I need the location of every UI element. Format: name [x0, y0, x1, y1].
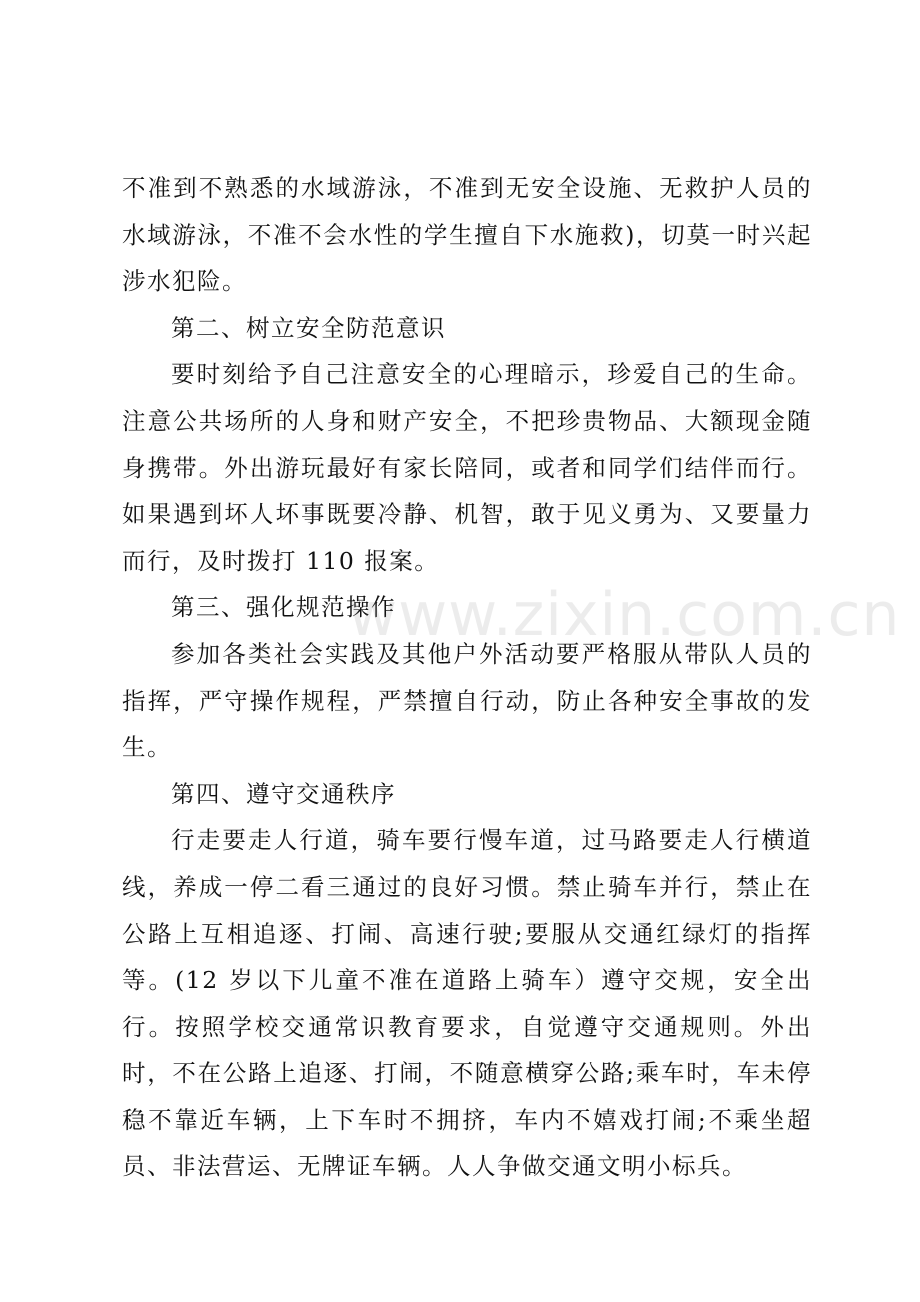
paragraph-swimming-rules: 不准到不熟悉的水域游泳，不准到无安全设施、无救护人员的水域游泳，不准不会水性的学生擅自下水施救)，切莫一时兴起涉水犯险。 — [122, 174, 812, 296]
paragraph-standard-operation: 参加各类社会实践及其他户外活动要严格服从带队人员的指挥，严守操作规程，严禁擅自行动，防止各种安全事故的发生。 — [122, 639, 812, 762]
document-body — [122, 165, 812, 1190]
section-heading-3: 第三、强化规范操作 — [171, 593, 396, 622]
section-heading-4: 第四、遵守交通秩序 — [171, 779, 396, 808]
watermark: www.zixin.com.cn — [348, 580, 901, 650]
paragraph-traffic-rules: 行走要走人行道，骑车要行慢车道，过马路要走人行横道线，养成一停二看三通过的良好习惯。禁止骑车并行，禁止在公路上互相追逐、打闹、高速行驶;要服从交通红绿灯的指挥等。(12 岁以下儿童不准在道路上骑车）遵守交规，安全出行。按照学校交通常识教育要求，自觉遵守交通规则。外出时，不在公路上追逐、打闹，不随意横穿公路;乘车时，车未停稳不靠近车辆，上下车时不拥挤，车内不嬉戏打闹;不乘坐超员、非法营运、无牌证车辆。人人争做交通文明小标兵。 — [122, 826, 812, 1181]
section-heading-2: 第二、树立安全防范意识 — [171, 313, 446, 342]
paragraph-safety-awareness: 要时刻给予自己注意安全的心理暗示，珍爱自己的生命。注意公共场所的人身和财产安全，不把珍贵物品、大额现金随身携带。外出游玩最好有家长陪同，或者和同学们结伴而行。如果遇到坏人坏事既要冷静、机智，敢于见义勇为、又要量力而行，及时拨打 110 报案。 — [122, 360, 812, 575]
